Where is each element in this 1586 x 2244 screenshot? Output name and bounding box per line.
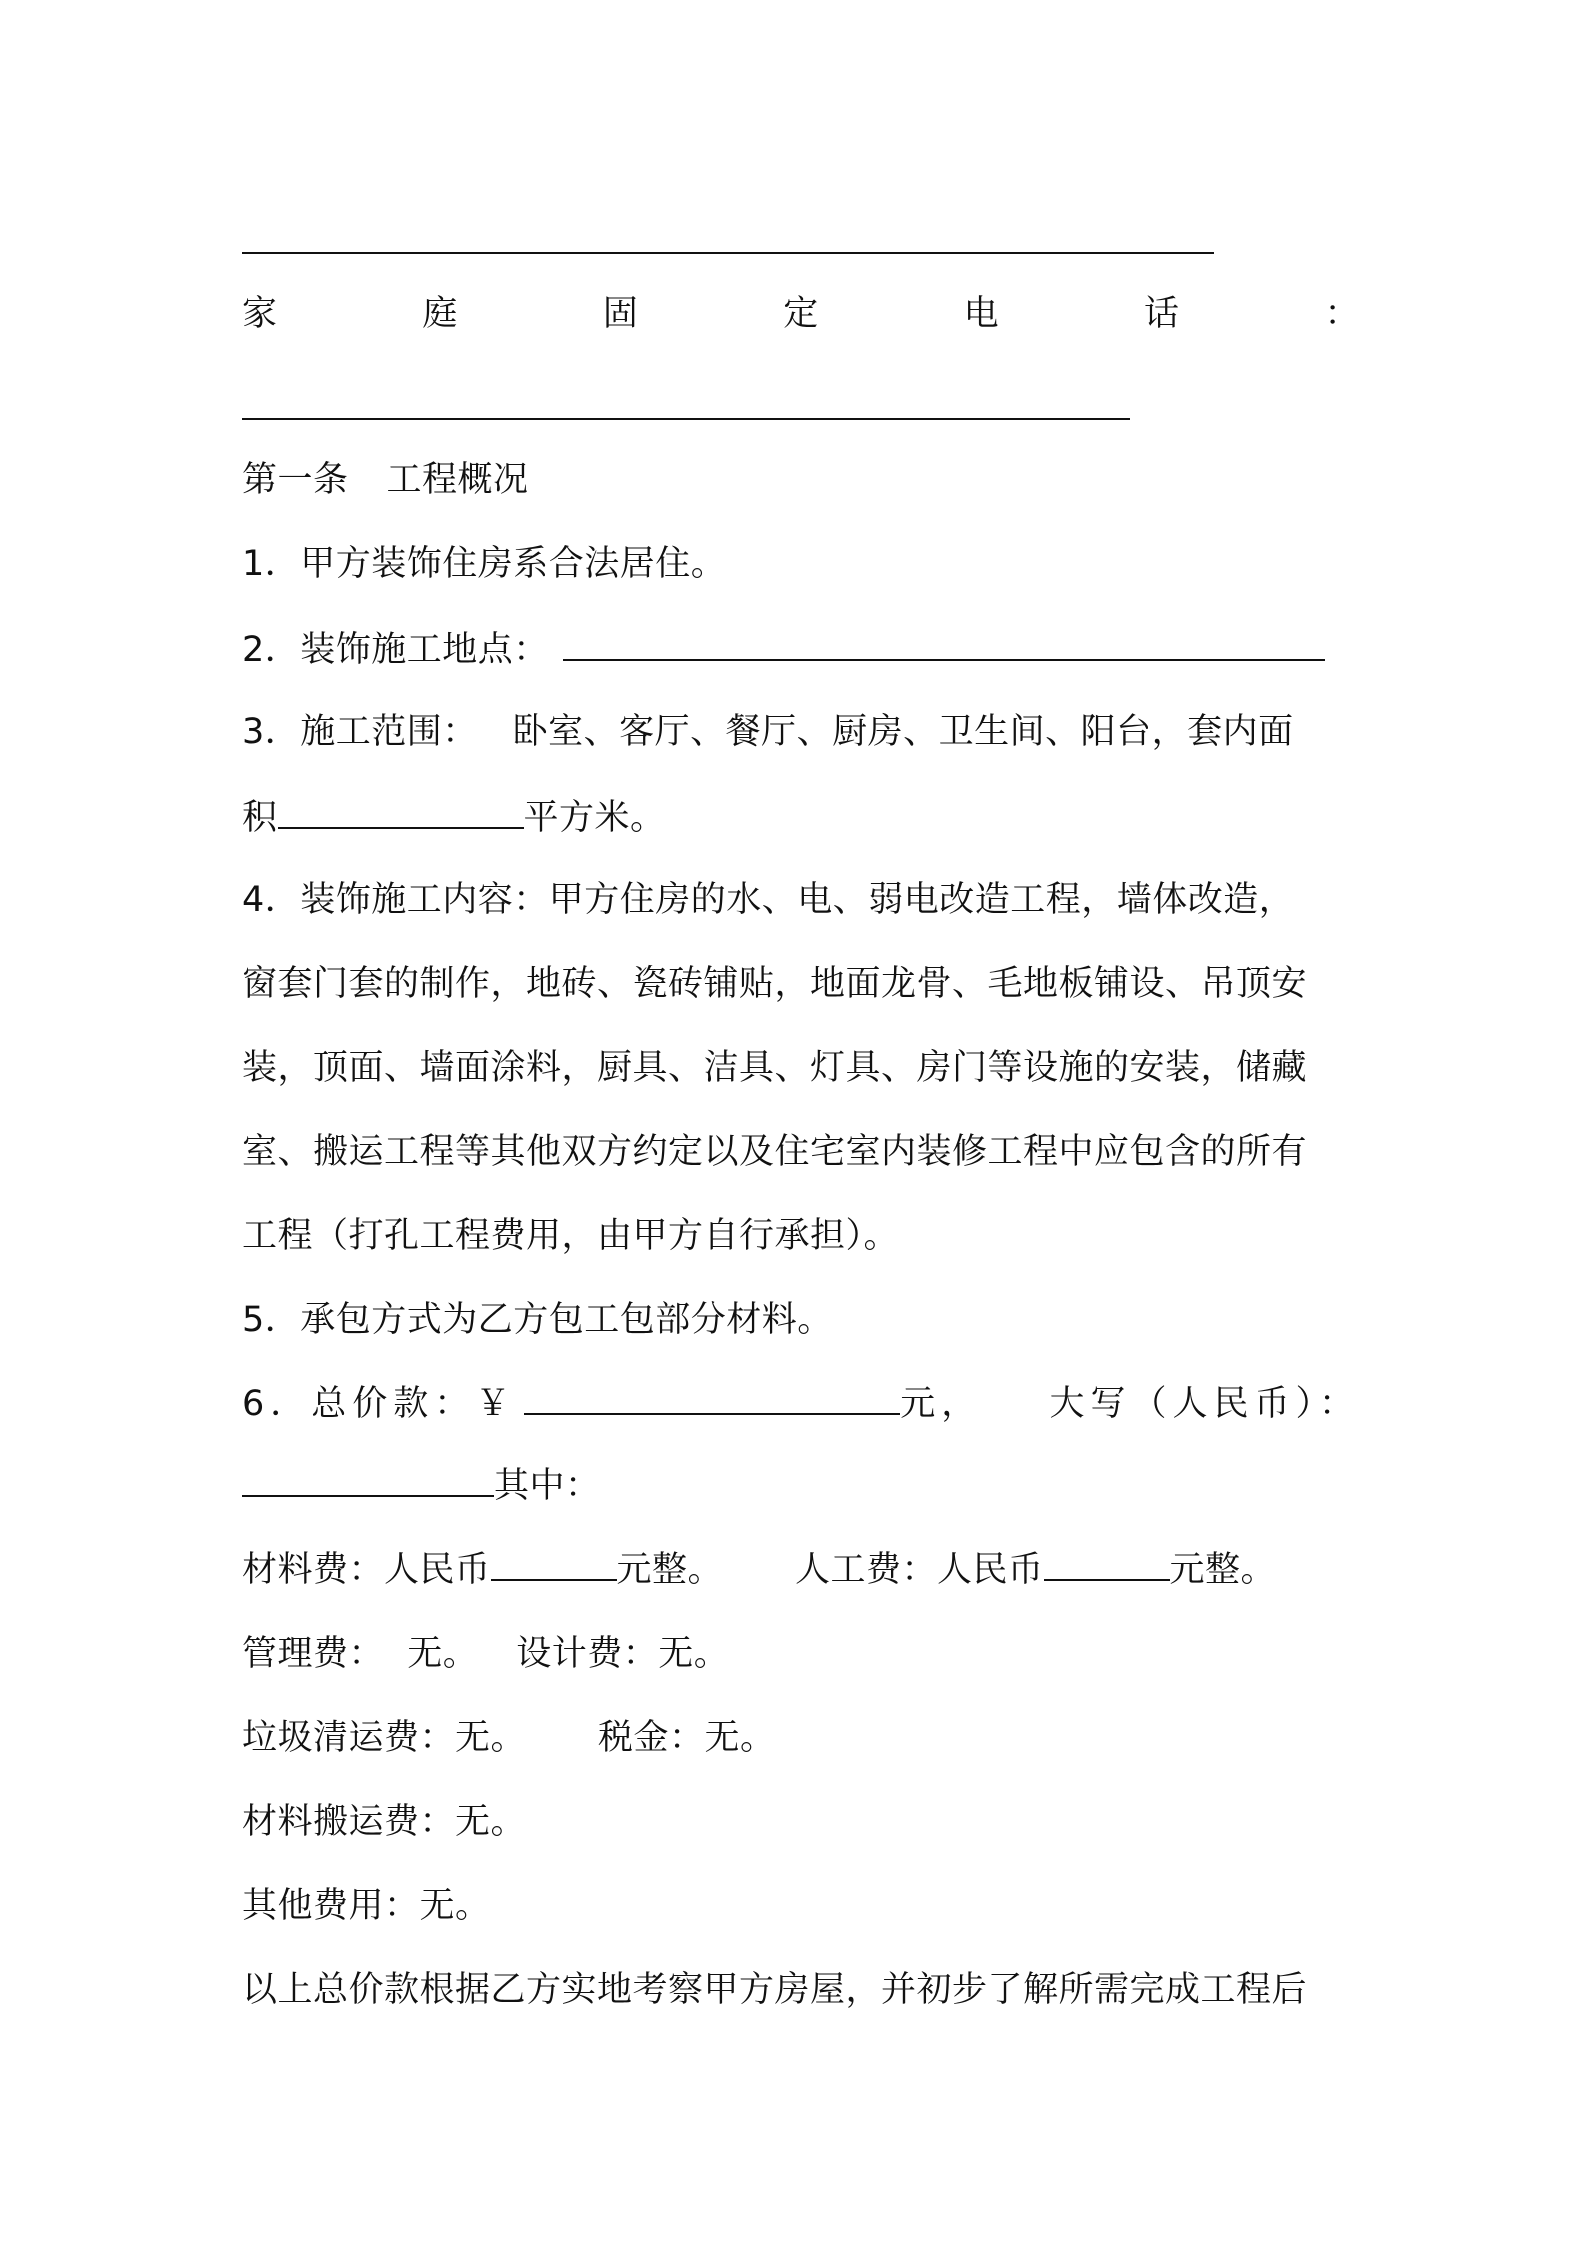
home-phone-blank[interactable] [242,418,1130,420]
item-4-line-3: 装，顶面、墙面涂料，厨具、洁具、灯具、房门等设施的安装，储藏 [242,1048,1308,1088]
phone-char: 庭 [422,294,458,334]
phone-char: 定 [783,294,819,334]
area-blank[interactable] [278,795,524,829]
item-4-line-2: 窗套门套的制作，地砖、瓷砖铺贴，地面龙骨、毛地板铺设、吊顶安 [242,964,1308,1004]
fee-management-design [242,1630,1360,1678]
material-fee-label: 材料费：人民币 [242,1550,491,1590]
item-4-line-1: 4．装饰施工内容：甲方住房的水、电、弱电改造工程，墙体改造， [242,880,1295,920]
closing-paragraph: 以上总价款根据乙方实地考察甲方房屋，并初步了解所需完成工程后 [242,1970,1308,2010]
construction-address-blank[interactable] [563,627,1325,661]
breakdown-label: 其中： [494,1466,601,1506]
material-fee-suffix: 元整。 [616,1550,724,1590]
fee-garbage-tax [242,1714,1360,1762]
fee-material-transport: 材料搬运费：无。 [242,1802,527,1842]
item-3-cont [242,794,1360,842]
article-heading [242,456,1360,504]
phone-char: 电 [963,294,1000,334]
tax-fee: 税金：无。 [598,1718,776,1758]
item-4-line-4: 室、搬运工程等其他双方约定以及住宅室内装修工程中应包含的所有 [242,1132,1308,1172]
item-4-line-5: 工程（打孔工程费用，由甲方自行承担）。 [242,1216,900,1256]
fee-other: 其他费用：无。 [242,1886,491,1926]
fee-material-labor [242,1546,1360,1594]
article-number: 第一条 [242,460,349,500]
item-1: 1．甲方装饰住房系合法居住。 [242,544,727,584]
construction-address-label: 2．装饰施工地点： [242,630,549,670]
total-price-blank[interactable] [524,1381,900,1415]
phone-char: 固 [602,294,639,334]
item-6 [242,1380,1360,1428]
total-price-upper-blank[interactable] [242,1463,494,1497]
area-prefix: 积 [242,798,278,838]
total-price-unit: 元， [900,1384,983,1424]
home-phone-label [242,290,1360,338]
item-5: 5．承包方式为乙方包工包部分材料。 [242,1300,833,1340]
blank-line-top [242,252,1214,254]
labor-fee-label: 人工费：人民币 [795,1550,1044,1590]
total-price-label: 6．总价款：￥ [242,1384,517,1424]
phone-char: ： [1324,294,1360,334]
item-3: 3．施工范围： 卧室、客厅、餐厅、厨房、卫生间、阳台，套内面 [242,712,1294,752]
article-title: 工程概况 [386,460,529,500]
material-fee-blank[interactable] [491,1547,617,1581]
management-fee: 管理费： 无。 [242,1634,479,1674]
item-6-cont [242,1462,1360,1510]
area-suffix: 平方米。 [523,798,666,838]
phone-char: 家 [242,294,278,334]
design-fee: 设计费：无。 [516,1634,730,1674]
phone-char: 话 [1144,294,1180,334]
labor-fee-blank[interactable] [1044,1547,1170,1581]
garbage-fee: 垃圾清运费：无。 [242,1718,527,1758]
total-price-upper-label: 大写（人民币）： [1049,1384,1360,1424]
labor-fee-suffix: 元整。 [1169,1550,1277,1590]
item-2 [242,626,1360,674]
